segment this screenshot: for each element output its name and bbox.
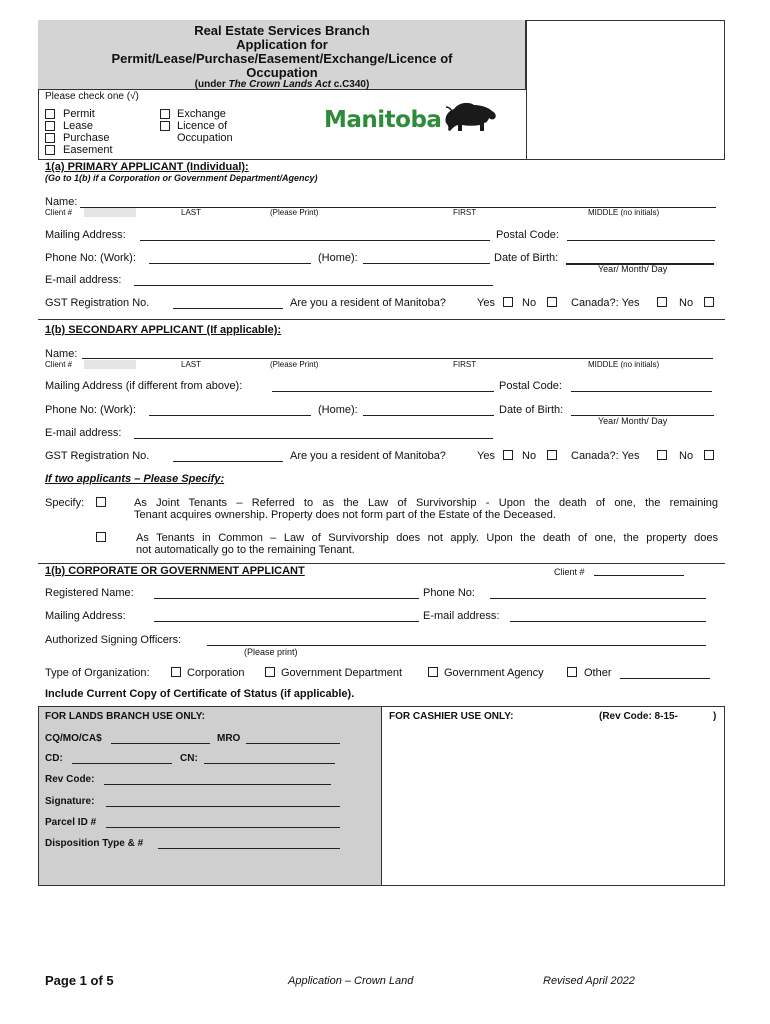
secondary-gst-input[interactable] [173, 461, 283, 462]
org-agency-label: Government Agency [444, 667, 544, 679]
primary-gst-input[interactable] [173, 308, 283, 309]
certificate-note: Include Current Copy of Certificate of Status (if applicable). [45, 688, 355, 700]
secondary-postal-label: Postal Code: [499, 380, 562, 392]
secondary-email-label: E-mail address: [45, 427, 122, 439]
primary-client-label: Client # [45, 208, 73, 217]
easement-label: Easement [63, 144, 113, 156]
cd-input[interactable] [72, 763, 172, 764]
check-prompt: Please check one (√) [45, 91, 139, 102]
rev-code-input[interactable] [104, 784, 331, 785]
secondary-canada-no-label: No [679, 450, 694, 462]
primary-email-label: E-mail address: [45, 274, 122, 286]
corporate-phone-label: Phone No: [423, 587, 475, 599]
joint-tenants-text: As Joint Tenants – Referred to as the Law of Survivorship - Upon the death of one, the remaining [134, 497, 718, 509]
cq-label: CQ/MO/CA$ [45, 733, 102, 744]
easement-checkbox[interactable] [45, 145, 55, 155]
form-title: Real Estate Services Branch [194, 23, 370, 38]
tenants-in-common-text: As Tenants in Common – Law of Survivorship does not apply. Upon the death of one, the property does [136, 532, 718, 544]
header-right-cell [526, 20, 725, 160]
secondary-resident-no-label: No [522, 450, 537, 462]
tenancy-heading: If two applicants – Please Specify: [45, 473, 225, 485]
tenants-in-common-checkbox[interactable] [96, 532, 106, 542]
signature-input[interactable] [106, 806, 340, 807]
secondary-middle-caption: MIDDLE (no initials) [588, 360, 660, 369]
primary-postal-input[interactable] [567, 240, 715, 241]
primary-resident-yes-label: Yes [477, 297, 495, 309]
secondary-canada-label: Canada?: Yes [571, 450, 640, 462]
corporate-email-label: E-mail address: [423, 610, 500, 622]
secondary-print-caption: (Please Print) [270, 360, 319, 369]
secondary-postal-input[interactable] [571, 391, 712, 392]
primary-client-field[interactable] [84, 208, 136, 217]
secondary-phone-work-label: Phone No: (Work): [45, 404, 136, 416]
secondary-phone-home-input[interactable] [363, 415, 494, 416]
primary-email-input[interactable] [134, 285, 493, 286]
lands-branch-heading: FOR LANDS BRANCH USE ONLY: [45, 711, 206, 722]
secondary-heading: 1(b) SECONDARY APPLICANT (If applicable): [45, 324, 282, 336]
secondary-canada-yes-checkbox[interactable] [657, 450, 667, 460]
permit-checkbox[interactable] [45, 109, 55, 119]
secondary-email-input[interactable] [134, 438, 493, 439]
lease-label: Lease [63, 120, 93, 132]
act-reference: (under The Crown Lands Act c.C340) [194, 79, 370, 90]
tenants-in-common-text-2: not automatically go to the remaining Tenant. [136, 544, 355, 556]
org-department-checkbox[interactable] [265, 667, 275, 677]
corporate-mailing-input[interactable] [154, 621, 419, 622]
secondary-resident-question: Are you a resident of Manitoba? [290, 450, 446, 462]
primary-print-caption: (Please Print) [270, 208, 319, 217]
primary-phone-home-label: (Home): [318, 252, 358, 264]
signing-officers-label: Authorized Signing Officers: [45, 634, 182, 646]
primary-canada-label: Canada?: Yes [571, 297, 640, 309]
org-corporation-checkbox[interactable] [171, 667, 181, 677]
exchange-checkbox[interactable] [160, 109, 170, 119]
secondary-resident-yes-label: Yes [477, 450, 495, 462]
manitoba-logo-text: Manitoba [324, 107, 442, 133]
cq-input[interactable] [111, 743, 210, 744]
primary-resident-question: Are you a resident of Manitoba? [290, 297, 446, 309]
org-type-label: Type of Organization: [45, 667, 150, 679]
primary-name-label: Name: [45, 196, 78, 208]
secondary-mailing-label: Mailing Address (if different from above): [45, 380, 243, 392]
org-other-label: Other [584, 667, 612, 679]
primary-mailing-label: Mailing Address: [45, 229, 126, 241]
secondary-phone-home-label: (Home): [318, 404, 358, 416]
parcel-id-input[interactable] [106, 827, 340, 828]
primary-phone-home-input[interactable] [363, 263, 490, 264]
signing-print-caption: (Please print) [244, 647, 298, 657]
secondary-mailing-input[interactable] [272, 391, 494, 392]
primary-resident-no-checkbox[interactable] [547, 297, 557, 307]
org-corporation-label: Corporation [187, 667, 245, 679]
rev-code-label: Rev Code: [45, 774, 95, 785]
secondary-client-label: Client # [45, 360, 73, 369]
specify-label: Specify: [45, 497, 85, 509]
corporate-client-input[interactable] [594, 575, 684, 576]
section-divider [38, 563, 725, 564]
joint-tenants-text-2: Tenant acquires ownership. Property does not form part of the Estate of the Deceased. [134, 509, 556, 521]
corporate-phone-input[interactable] [490, 598, 706, 599]
licence-label: Licence of [177, 120, 228, 132]
footer-revised: Revised April 2022 [543, 975, 635, 987]
secondary-canada-no-checkbox[interactable] [704, 450, 714, 460]
primary-postal-label: Postal Code: [496, 229, 559, 241]
secondary-phone-work-input[interactable] [149, 415, 311, 416]
primary-resident-yes-checkbox[interactable] [503, 297, 513, 307]
primary-ymd-caption: Year/ Month/ Day [598, 264, 668, 274]
secondary-first-caption: FIRST [453, 360, 477, 369]
form-types-title: Permit/Lease/Purchase/Easement/Exchange/Licence of [111, 51, 453, 66]
rev-code-header: (Rev Code: 8-15- [599, 711, 678, 722]
primary-dob-label: Date of Birth: [494, 252, 559, 264]
primary-middle-caption: MIDDLE (no initials) [588, 208, 660, 217]
section-divider [38, 319, 725, 320]
purchase-label: Purchase [63, 132, 110, 144]
corporate-heading: 1(b) CORPORATE OR GOVERNMENT APPLICANT [45, 565, 305, 577]
manitoba-logo [322, 103, 502, 139]
signing-officers-input[interactable] [207, 645, 706, 646]
registered-name-input[interactable] [154, 598, 419, 599]
form-subtitle: Application for [236, 37, 328, 52]
cd-label: CD: [45, 753, 63, 764]
secondary-resident-yes-checkbox[interactable] [503, 450, 513, 460]
secondary-last-caption: LAST [181, 360, 202, 369]
licence-label-2: Occupation [177, 132, 233, 144]
primary-heading: 1(a) PRIMARY APPLICANT (Individual): [45, 161, 249, 173]
secondary-gst-label: GST Registration No. [45, 450, 150, 462]
page-number: Page 1 of 5 [45, 973, 114, 988]
signature-label: Signature: [45, 796, 95, 807]
org-other-checkbox[interactable] [567, 667, 577, 677]
org-department-label: Government Department [281, 667, 403, 679]
secondary-resident-no-checkbox[interactable] [547, 450, 557, 460]
bison-icon [442, 101, 498, 137]
permit-label: Permit [63, 108, 95, 120]
disposition-input[interactable] [158, 848, 340, 849]
secondary-client-field[interactable] [84, 360, 136, 369]
disposition-label: Disposition Type & # [45, 838, 144, 849]
registered-name-label: Registered Name: [45, 587, 134, 599]
cn-label: CN: [180, 753, 198, 764]
mro-input[interactable] [246, 743, 340, 744]
primary-phone-work-input[interactable] [149, 263, 311, 264]
primary-note: (Go to 1(b) if a Corporation or Government Department/Agency) [45, 173, 318, 183]
primary-resident-no-label: No [522, 297, 537, 309]
form-types-title-2: Occupation [246, 65, 318, 80]
cashier-heading: FOR CASHIER USE ONLY: [389, 711, 514, 722]
corporate-email-input[interactable] [510, 621, 706, 622]
primary-last-caption: LAST [181, 208, 202, 217]
parcel-id-label: Parcel ID # [45, 817, 97, 828]
org-other-input[interactable] [620, 678, 710, 679]
lease-checkbox[interactable] [45, 121, 55, 131]
cn-input[interactable] [204, 763, 335, 764]
joint-tenants-checkbox[interactable] [96, 497, 106, 507]
primary-gst-label: GST Registration No. [45, 297, 150, 309]
primary-mailing-input[interactable] [140, 240, 490, 241]
corporate-client-label: Client # [554, 567, 585, 577]
primary-canada-no-checkbox[interactable] [704, 297, 714, 307]
exchange-label: Exchange [177, 108, 226, 120]
corporate-mailing-label: Mailing Address: [45, 610, 126, 622]
purchase-checkbox[interactable] [45, 133, 55, 143]
secondary-dob-label: Date of Birth: [499, 404, 564, 416]
primary-first-caption: FIRST [453, 208, 477, 217]
secondary-name-input[interactable] [82, 358, 713, 359]
org-agency-checkbox[interactable] [428, 667, 438, 677]
primary-phone-work-label: Phone No: (Work): [45, 252, 136, 264]
rev-code-close: ) [713, 711, 717, 722]
primary-canada-no-label: No [679, 297, 694, 309]
primary-canada-yes-checkbox[interactable] [657, 297, 667, 307]
licence-checkbox[interactable] [160, 121, 170, 131]
secondary-ymd-caption: Year/ Month/ Day [598, 416, 668, 426]
footer-doc-name: Application – Crown Land [288, 975, 414, 987]
secondary-name-label: Name: [45, 348, 78, 360]
mro-label: MRO [217, 733, 241, 744]
